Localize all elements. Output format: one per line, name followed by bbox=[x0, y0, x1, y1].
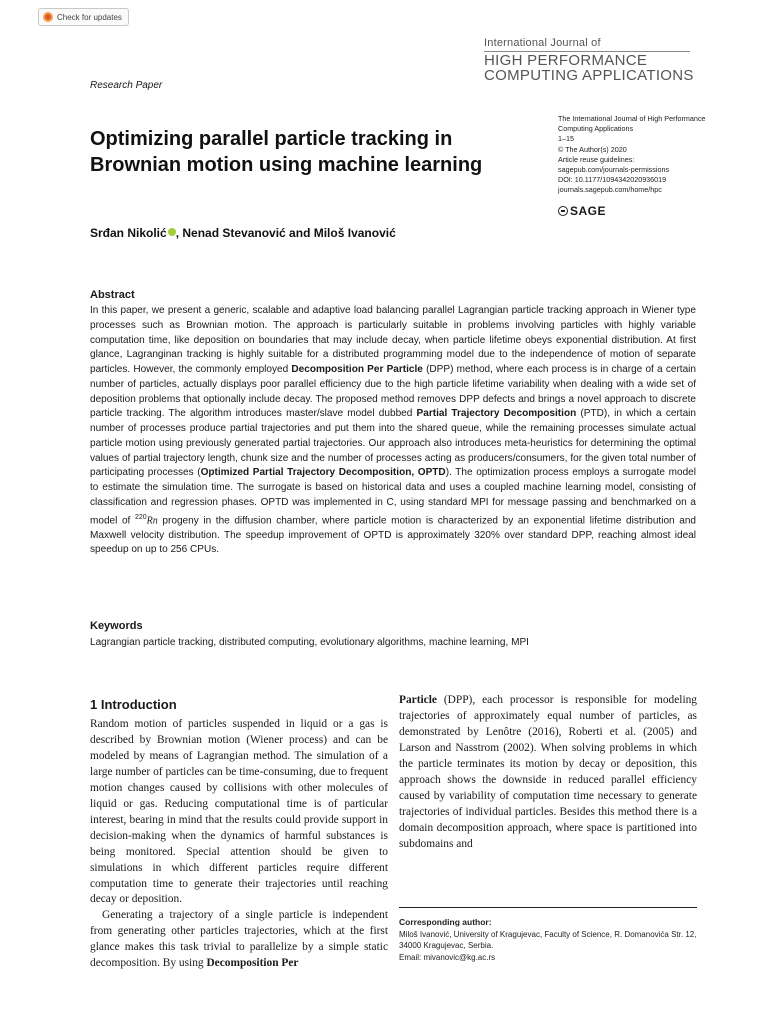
abstract-part: (DPP) method, where each process is in charge of a certain number of particles, actually displays poor parallel efficiency due to the high particle lifetime variability when dealing with a wide set of deposition problems that optionally include decay. The proposed method removes DPP defects and brings a novel approach to discrete particle tracking. The algorithm introduces master/slave model dubbed bbox=[90, 364, 696, 420]
intro-paragraph-2-cont-text: (DPP), each processor is responsible for modeling trajectories of approximately equal number of particles, as demonstrated by Lenôtre (2016), Roberti et al. (2005) and Larson and Nasstrom (2002). When solving problems in which the particle terminates its motion by decay or deposition, this approach shows the downside in reduced parallel efficiency caused by variability of computation time necessary to generate trajectories of individual particles. Besides this method there is a domain decomposition approach, where space is partitioned into subdomains and bbox=[399, 694, 697, 850]
article-metadata bbox=[558, 114, 718, 196]
author-1: Srđan Nikolić bbox=[90, 226, 167, 240]
author-others: , Nenad Stevanović and Miloš Ivanović bbox=[175, 226, 396, 240]
abstract-part: progeny in the diffusion chamber, where particle motion is characterized by an exponential lifetime distribution and Maxwell velocity distribution. The speedup improvement of OPTD is approximately 320% over standard DPP, reaching almost ideal speedup on up to 256 CPUs. bbox=[90, 514, 696, 556]
keywords-heading: Keywords bbox=[90, 620, 143, 632]
journal-logo-line1: International Journal of bbox=[484, 37, 601, 49]
orcid-icon[interactable] bbox=[168, 228, 176, 236]
abstract-heading: Abstract bbox=[90, 289, 135, 301]
sage-icon bbox=[558, 206, 568, 216]
abstract-part: (PTD), in which a certain number of processes produce partial trajectories and put them into the shared queue, while the remaining processes simulate actual particle motion using previously generated partial trajectories. Our approach also introduces meta-heuristics for determining the optimal values of partial trajectory length, chunk size and the number of processes acting as producers/consumers, for the given total number of participating processes ( bbox=[90, 408, 696, 479]
meta-reuse: Article reuse guidelines: bbox=[558, 154, 635, 164]
meta-journal-link[interactable]: journals.sagepub.com/home/hpc bbox=[558, 185, 662, 195]
intro-paragraph-2-cont bbox=[399, 693, 697, 853]
journal-logo-line3: COMPUTING APPLICATIONS bbox=[484, 67, 694, 84]
journal-logo bbox=[484, 38, 694, 83]
isotope-symbol: Rn bbox=[146, 514, 158, 526]
intro-term: Particle bbox=[399, 694, 437, 706]
intro-paragraph-2 bbox=[90, 908, 388, 972]
body-column-right bbox=[399, 693, 697, 853]
abstract-text bbox=[90, 304, 696, 558]
abstract-part: In this paper, we present a generic, scalable and adaptive load balancing parallel Lagrangian particle tracking approach in Wiener type processes such as Brownian motion. The approach is particularly suitable in problems involving particles with highly variable computation time, like deposition on boundaries that may include decay, when particle lifetime obeys exponential distribution. At first glance, Lagranginan tracking is highly suitable for a distributed programming model due to the independence of motion of separate particles. However, the commonly employed bbox=[90, 305, 696, 375]
check-for-updates-badge[interactable] bbox=[38, 8, 129, 26]
meta-pages: 1–15 bbox=[558, 134, 574, 144]
meta-copyright: © The Author(s) 2020 bbox=[558, 144, 627, 154]
corresponding-author-address: Miloš Ivanović, University of Kragujevac, Faculty of Science, R. Domanovića Str. 12, 34000 Kragujevac, Serbia. bbox=[399, 929, 697, 951]
paper-title: Optimizing parallel particle tracking in Brownian motion using machine learning bbox=[90, 128, 483, 176]
journal-logo-line2: HIGH PERFORMANCE bbox=[484, 52, 648, 69]
footnote-divider bbox=[399, 907, 697, 908]
abstract-part: ). The optimization process employs a surrogate model to estimate the simulation time. The surrogate is based on historical data and uses a coupled machine learning model, consisting of classification and regression phases. OPTD was implemented in C, using standard MPI for message passing and benchmarked on a model of bbox=[90, 467, 696, 526]
corresponding-author bbox=[399, 917, 697, 964]
meta-reuse-link[interactable]: sagepub.com/journals-permissions bbox=[558, 165, 670, 175]
publisher-logo bbox=[558, 204, 606, 218]
corresponding-author-email[interactable]: Email: mivanovic@kg.ac.rs bbox=[399, 953, 496, 963]
article-type: Research Paper bbox=[90, 80, 163, 91]
intro-term: Decomposition Per bbox=[206, 957, 299, 970]
section-heading-introduction: 1 Introduction bbox=[90, 697, 177, 712]
meta-doi[interactable]: DOI: 10.1177/1094342020936019 bbox=[558, 175, 667, 185]
body-column-left bbox=[90, 717, 388, 972]
intro-paragraph-1: Random motion of particles suspended in liquid or a gas is described by Brownian motion (Wiener process) and can be modeled by means of Lagrangian method. The simulation of a large number of particles can be time-consuming, due to frequent motion changes caused by collisions with other molecules of liquid or gas. Reducing computational time is of particular interest, bearing in mind that the results could provide support in decision-making when the dynamics of harmful substances is being monitored. Special attention should be given to simulations in which different particles require different computation time to generate their trajectories until reaching decay or deposition. bbox=[90, 718, 388, 906]
intro-paragraph-2-text: Generating a trajectory of a single particle is independent from generating other particles trajectories, which at the first glance makes this task trivial to parallelize by a simple static decomposition. By using bbox=[90, 909, 388, 970]
keywords-text: Lagrangian particle tracking, distributed computing, evolutionary algorithms, machine learning, MPI bbox=[90, 637, 529, 648]
publisher-name: SAGE bbox=[570, 204, 607, 218]
corresponding-author-label: Corresponding author: bbox=[399, 917, 492, 927]
check-for-updates-label: Check for updates bbox=[57, 12, 122, 22]
abstract-term: Decomposition Per Particle bbox=[291, 364, 423, 375]
isotope-superscript: 220 bbox=[134, 513, 147, 521]
abstract-term: Partial Trajectory Decomposition bbox=[416, 408, 577, 420]
abstract-term: Optimized Partial Trajectory Decomposition, OPTD bbox=[200, 467, 446, 479]
meta-journal-name: The International Journal of High Performance Computing Applications bbox=[558, 114, 706, 134]
author-list bbox=[90, 226, 396, 240]
update-icon bbox=[43, 12, 53, 22]
